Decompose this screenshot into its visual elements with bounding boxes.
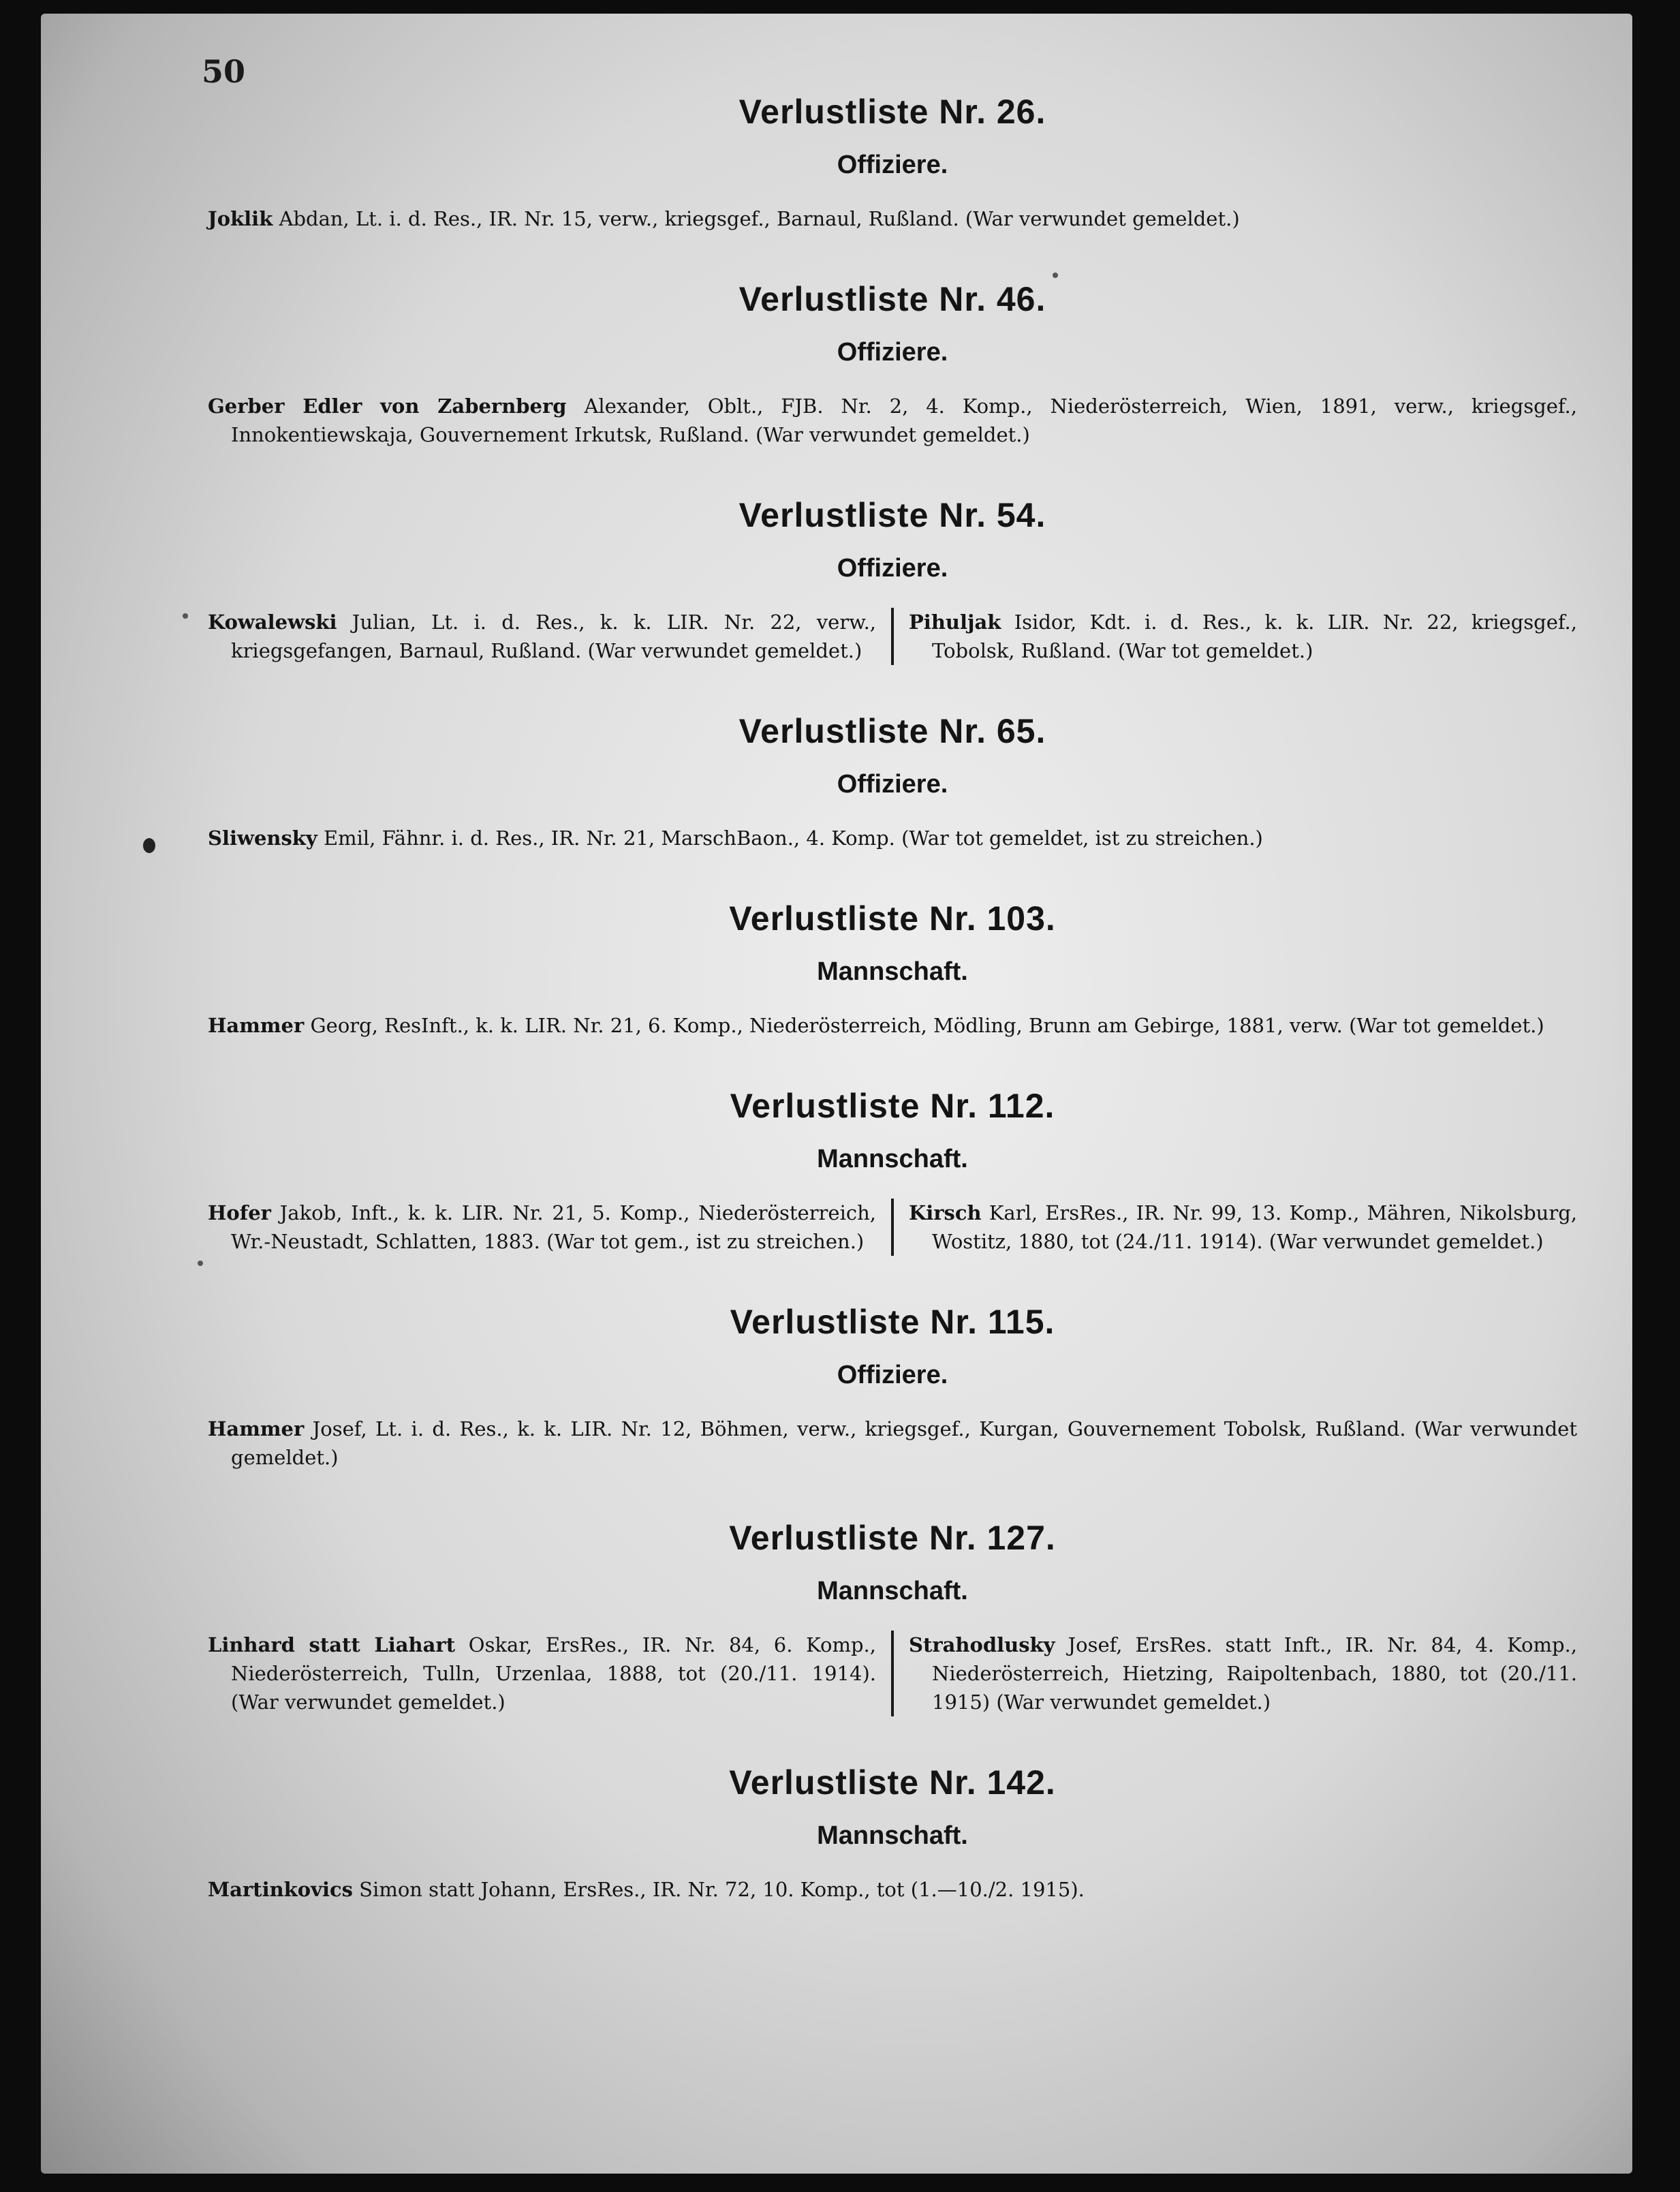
- two-column-entries: [208, 608, 1577, 665]
- casualty-entry: [208, 1631, 876, 1716]
- entry-name: Martinkovics: [208, 1878, 353, 1901]
- ink-blot: [143, 838, 155, 853]
- section-heading: Verlustliste Nr. 54.: [738, 496, 1046, 534]
- casualty-entry: [208, 1199, 876, 1256]
- two-column-entries: [208, 1631, 1577, 1716]
- entry-name: Pihuljak: [909, 611, 1001, 634]
- section-heading: Verlustliste Nr. 26.: [738, 93, 1046, 131]
- left-column: [208, 608, 891, 665]
- left-column: [208, 1199, 891, 1256]
- casualty-entry: [208, 1011, 1577, 1040]
- casualty-entry: [208, 1875, 1577, 1904]
- section-heading: Verlustliste Nr. 127.: [729, 1519, 1056, 1557]
- two-column-entries: [208, 1199, 1577, 1256]
- section-verlustliste-65: [208, 711, 1577, 852]
- section-subheading: Offiziere.: [837, 338, 948, 367]
- section-subheading: Mannschaft.: [817, 1821, 968, 1850]
- entry-name: Kowalewski: [208, 611, 337, 634]
- section-subheading: Offiziere.: [837, 554, 948, 583]
- entry-text: Oskar, ErsRes., IR. Nr. 84, 6. Komp., Niederösterreich, Tulln, Urzenlaa, 1888, tot (20./11. 1914). (War verwundet gemeldet.): [231, 1633, 876, 1714]
- entry-name: Hammer: [208, 1014, 305, 1037]
- document-body: [208, 92, 1577, 1950]
- section-heading: Verlustliste Nr. 115.: [730, 1303, 1055, 1341]
- section-heading: Verlustliste Nr. 46.: [738, 280, 1046, 318]
- entry-name: Strahodlusky: [909, 1633, 1055, 1656]
- entry-text: Alexander, Oblt., FJB. Nr. 2, 4. Komp., Niederösterreich, Wien, 1891, verw., kriegsgef., Innokentiewskaja, Gouvernement Irkutsk, Rußland. (War verwundet gemeldet.): [231, 395, 1577, 446]
- section-verlustliste-142: [208, 1763, 1577, 1904]
- entry-text: Jakob, Inft., k. k. LIR. Nr. 21, 5. Komp., Niederösterreich, Wr.-Neustadt, Schlatten, 1883. (War tot gem., ist zu streichen.): [231, 1201, 876, 1253]
- entry-text: Josef, Lt. i. d. Res., k. k. LIR. Nr. 12, Böhmen, verw., kriegsgef., Kurgan, Gouvernement Tobolsk, Rußland. (War verwundet gemeldet.): [231, 1417, 1577, 1469]
- section-subheading: Mannschaft.: [817, 1577, 968, 1605]
- entry-name: Linhard statt Liahart: [208, 1633, 456, 1656]
- casualty-entry: [909, 608, 1577, 665]
- entry-name: Hofer: [208, 1201, 271, 1224]
- entry-text: Simon statt Johann, ErsRes., IR. Nr. 72, 10. Komp., tot (1.—10./2. 1915).: [352, 1878, 1085, 1901]
- section-subheading: Mannschaft.: [817, 957, 968, 986]
- section-verlustliste-112: [208, 1086, 1577, 1256]
- section-subheading: Offiziere.: [837, 1361, 948, 1389]
- section-heading: Verlustliste Nr. 142.: [729, 1763, 1056, 1802]
- section-verlustliste-127: [208, 1518, 1577, 1716]
- casualty-entry: [208, 204, 1577, 233]
- entry-text: Julian, Lt. i. d. Res., k. k. LIR. Nr. 22, verw., kriegsgefangen, Barnaul, Rußland. (War verwundet gemeldet.): [231, 611, 876, 662]
- casualty-entry: [208, 608, 876, 665]
- entry-text: Emil, Fähnr. i. d. Res., IR. Nr. 21, MarschBaon., 4. Komp. (War tot gemeldet, ist zu streichen.): [317, 827, 1263, 850]
- casualty-entry: [208, 824, 1577, 852]
- entry-text: Georg, ResInft., k. k. LIR. Nr. 21, 6. Komp., Niederösterreich, Mödling, Brunn am Gebirge, 1881, verw. (War tot gemeldet.): [304, 1014, 1544, 1037]
- section-verlustliste-54: [208, 495, 1577, 665]
- entry-name: Gerber Edler von Zabernberg: [208, 395, 567, 418]
- casualty-entry: [909, 1631, 1577, 1716]
- section-subheading: Offiziere.: [837, 151, 948, 179]
- casualty-entry: [909, 1199, 1577, 1256]
- entry-name: Sliwensky: [208, 827, 317, 850]
- section-verlustliste-115: [208, 1302, 1577, 1472]
- section-verlustliste-46: [208, 279, 1577, 449]
- right-column: [891, 1199, 1577, 1256]
- casualty-entry: [208, 1415, 1577, 1472]
- ink-speck: [198, 1261, 203, 1266]
- right-column: [891, 608, 1577, 665]
- entry-name: Kirsch: [909, 1201, 982, 1224]
- entry-name: Joklik: [208, 207, 273, 230]
- right-column: [891, 1631, 1577, 1716]
- section-heading: Verlustliste Nr. 103.: [729, 899, 1056, 938]
- casualty-entry: [208, 392, 1577, 449]
- entry-name: Hammer: [208, 1417, 305, 1440]
- entry-text: Josef, ErsRes. statt Inft., IR. Nr. 84, 4. Komp., Niederösterreich, Hietzing, Raipoltenbach, 1880, tot (20./11. 1915) (War verwundet gemeldet.): [932, 1633, 1577, 1714]
- entry-text: Isidor, Kdt. i. d. Res., k. k. LIR. Nr. 22, kriegsgef., Tobolsk, Rußland. (War tot gemeldet.): [932, 611, 1577, 662]
- section-heading: Verlustliste Nr. 65.: [738, 712, 1046, 750]
- left-column: [208, 1631, 891, 1716]
- entry-text: Abdan, Lt. i. d. Res., IR. Nr. 15, verw., kriegsgef., Barnaul, Rußland. (War verwundet gemeldet.): [273, 207, 1240, 230]
- section-verlustliste-26: [208, 92, 1577, 233]
- entry-text: Karl, ErsRes., IR. Nr. 99, 13. Komp., Mähren, Nikolsburg, Wostitz, 1880, tot (24./11. 1914). (War verwundet gemeldet.): [932, 1201, 1577, 1253]
- section-subheading: Mannschaft.: [817, 1145, 968, 1173]
- ink-speck: [183, 613, 188, 619]
- section-heading: Verlustliste Nr. 112.: [730, 1087, 1055, 1125]
- section-verlustliste-103: [208, 899, 1577, 1040]
- section-subheading: Offiziere.: [837, 770, 948, 799]
- page-number: 50: [202, 53, 246, 90]
